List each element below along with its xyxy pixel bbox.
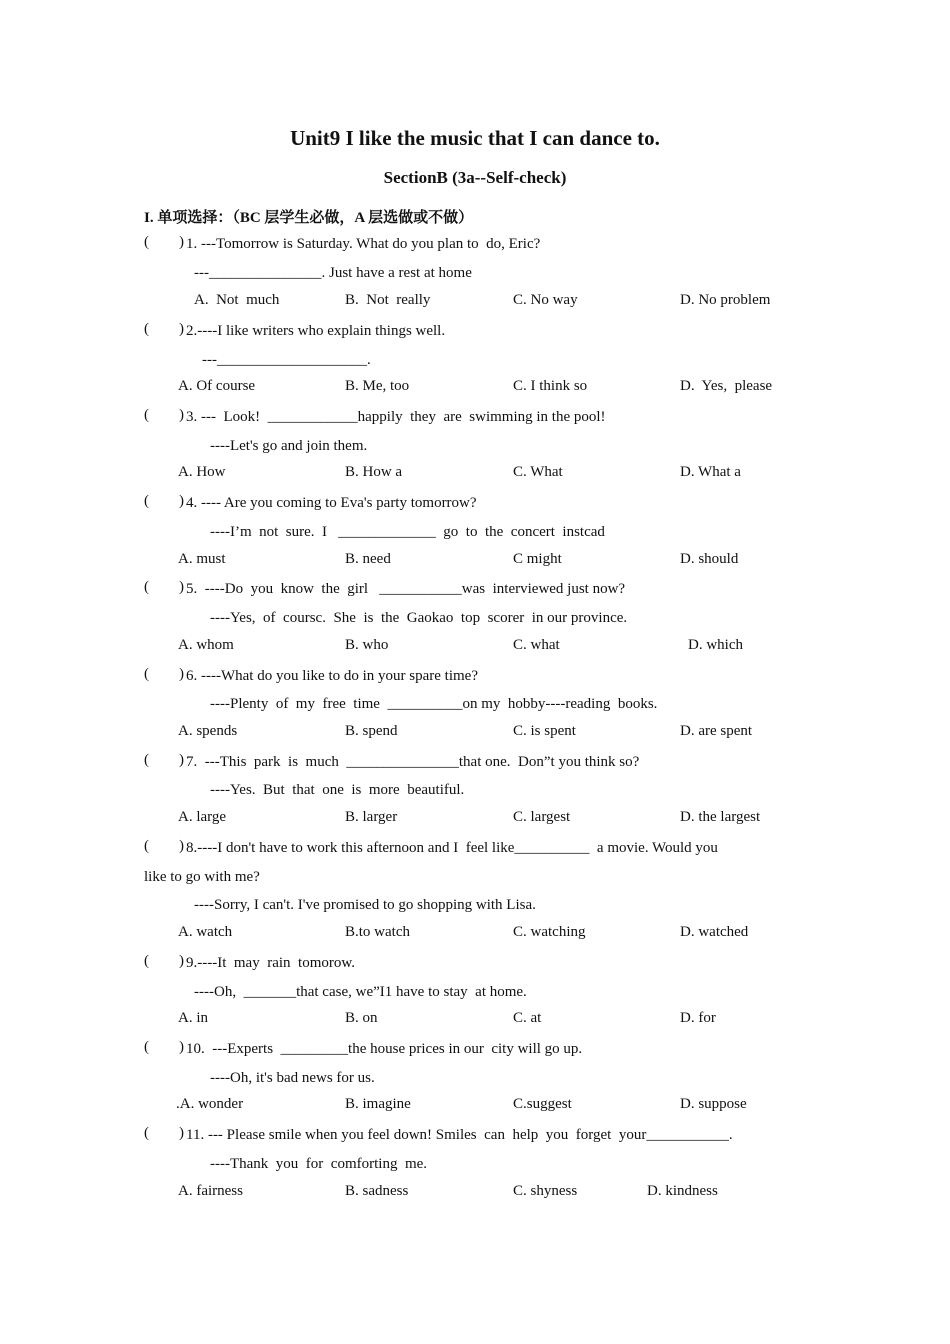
question-stem: 10. ---Experts _________the house prices in our city will go up.	[186, 1041, 583, 1057]
option-a: A. fairness	[178, 1183, 243, 1199]
answer-blank[interactable]: ( )	[144, 1125, 184, 1141]
answer-blank[interactable]: ( )	[144, 1039, 184, 1055]
option-b: B.to watch	[345, 924, 410, 940]
answer-blank[interactable]: ( )	[144, 752, 184, 768]
option-b: B. sadness	[345, 1183, 409, 1199]
question-response: ---____________________.	[202, 352, 371, 368]
question-response: ---_______________. Just have a rest at home	[194, 265, 472, 281]
option-a: .A. wonder	[176, 1096, 244, 1112]
option-a: A. spends	[178, 723, 238, 739]
answer-blank[interactable]: ( )	[144, 321, 184, 337]
option-c: C. watching	[513, 924, 586, 940]
option-b: B. larger	[345, 809, 398, 825]
option-c: C. largest	[513, 809, 571, 825]
option-d: D. suppose	[680, 1096, 747, 1112]
page-title: Unit9 I like the music that I can dance to.	[290, 126, 660, 150]
question-stem: 6. ----What do you like to do in your spare time?	[186, 668, 479, 684]
question-response: ----I’m not sure. I _____________ go to the concert instcad	[210, 524, 605, 540]
section-header: I. 单项选择：（BC 层学生必做，A 层选做或不做）	[144, 210, 474, 226]
question-stem: 2.----I like writers who explain things well.	[186, 323, 446, 339]
option-a: A. large	[178, 809, 227, 825]
answer-blank[interactable]: ( )	[144, 407, 184, 423]
option-b: B. spend	[345, 723, 398, 739]
option-a: A. watch	[178, 924, 233, 940]
option-b: B. on	[345, 1010, 378, 1026]
question-stem: 11. --- Please smile when you feel down! Smiles can help you forget your___________.	[186, 1127, 733, 1143]
option-d: D. What a	[680, 464, 741, 480]
question-response: ----Oh, _______that case, we”I1 have to stay at home.	[194, 984, 527, 1000]
option-b: B. need	[345, 551, 391, 567]
question-stem: 4. ---- Are you coming to Eva's party tomorrow?	[186, 495, 477, 511]
answer-blank[interactable]: ( )	[144, 838, 184, 854]
question-stem: 7. ---This park is much _______________that one. Don”t you think so?	[186, 754, 640, 770]
question-response: ----Let's go and join them.	[210, 438, 368, 454]
answer-blank[interactable]: ( )	[144, 493, 184, 509]
option-b: B. How a	[345, 464, 403, 480]
option-b: B. Not really	[345, 292, 431, 308]
option-b: B. who	[345, 637, 389, 653]
option-d: D. which	[688, 637, 743, 653]
option-a: A. in	[178, 1010, 208, 1026]
option-d: D. watched	[680, 924, 749, 940]
answer-blank[interactable]: ( )	[144, 234, 184, 250]
option-b: B. imagine	[345, 1096, 411, 1112]
question-stem-continued: like to go with me?	[144, 869, 260, 885]
option-d: D. the largest	[680, 809, 761, 825]
option-d: D. kindness	[647, 1183, 718, 1199]
option-c: C might	[513, 551, 562, 567]
option-d: D. No problem	[680, 292, 771, 308]
option-c: C. is spent	[513, 723, 576, 739]
option-b: B. Me, too	[345, 378, 410, 394]
question-response: ----Plenty of my free time __________on my hobby----reading books.	[210, 696, 658, 712]
question-stem: 8.----I don't have to work this afternoon and I feel like__________ a movie. Would you	[186, 840, 718, 856]
question-response: ----Yes. But that one is more beautiful.	[210, 782, 465, 798]
answer-blank[interactable]: ( )	[144, 666, 184, 682]
option-d: D. for	[680, 1010, 716, 1026]
question-stem: 3. --- Look! ____________happily they are swimming in the pool!	[186, 409, 606, 425]
answer-blank[interactable]: ( )	[144, 579, 184, 595]
question-stem: 5. ----Do you know the girl ___________was interviewed just now?	[186, 581, 626, 597]
option-c: C. at	[513, 1010, 542, 1026]
option-a: A. must	[178, 551, 226, 567]
option-a: A. How	[178, 464, 226, 480]
question-stem: 9.----It may rain tomorow.	[186, 955, 355, 971]
option-c: C. what	[513, 637, 560, 653]
option-d: D. are spent	[680, 723, 753, 739]
option-c: C. What	[513, 464, 563, 480]
option-a: A. whom	[178, 637, 234, 653]
option-c: C. No way	[513, 292, 578, 308]
question-response: ----Oh, it's bad news for us.	[210, 1070, 375, 1086]
question-response: ----Yes, of coursc. She is the Gaokao top scorer in our province.	[210, 610, 628, 626]
answer-blank[interactable]: ( )	[144, 953, 184, 969]
option-d: D. Yes, please	[680, 378, 773, 394]
option-a: A. Not much	[194, 292, 280, 308]
question-stem: 1. ---Tomorrow is Saturday. What do you plan to do, Eric?	[186, 236, 541, 252]
option-c: C.suggest	[513, 1096, 572, 1112]
option-c: C. shyness	[513, 1183, 578, 1199]
question-response: ----Thank you for comforting me.	[210, 1156, 428, 1172]
option-c: C. I think so	[513, 378, 588, 394]
option-a: A. Of course	[178, 378, 256, 394]
option-d: D. should	[680, 551, 739, 567]
page-subtitle: SectionB (3a--Self-check)	[383, 168, 567, 187]
question-response: ----Sorry, I can't. I've promised to go shopping with Lisa.	[194, 897, 536, 913]
